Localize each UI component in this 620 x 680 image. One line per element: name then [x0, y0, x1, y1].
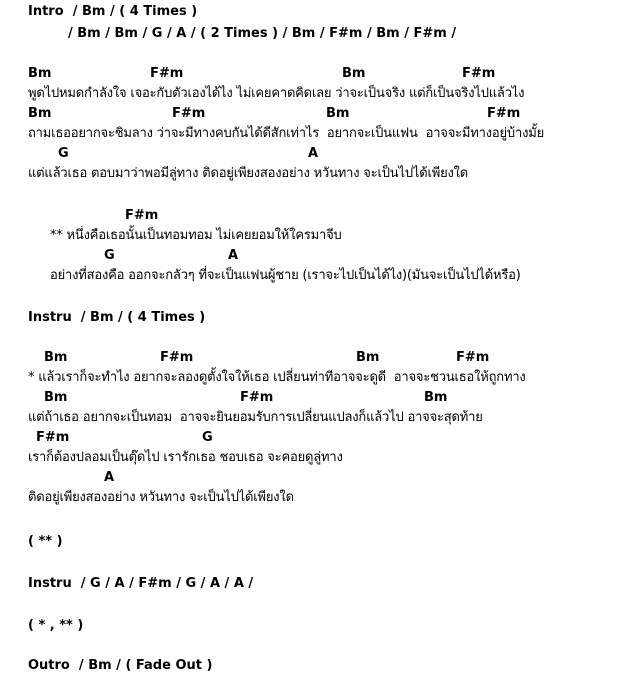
chord: G [202, 430, 213, 445]
lyric-line: ติดอยู่เพียงสองอย่าง หวันทาง จะเป็นไปได้เพียงใด [28, 490, 294, 505]
lyric-line: แต่ถ้าเธอ อยากจะเป็นทอม อาจจะยินยอมรับการเปลี่ยนแปลงก็แล้วไป อาจจะสุดท้าย [28, 410, 483, 425]
lyric-line: ** หนึ่งคือเธอนั้นเป็นทอมทอม ไม่เคยยอมให้ใครมาจีบ [50, 228, 342, 243]
chord: Bm [326, 106, 350, 121]
lyric-line: * แล้วเราก็จะทำไง อยากจะลองดูตั้งใจให้เธอ เปลี่ยนท่าทีอาจจะดูดี อาจจะชวนเธอให้ถูกทาง [28, 370, 526, 385]
chord: F#m [462, 66, 496, 81]
instrumental-line: Instru / G / A / F#m / G / A / A / [28, 576, 254, 591]
chord: Bm [44, 350, 68, 365]
chord: Bm [424, 390, 448, 405]
chord: Bm [28, 106, 52, 121]
chord: F#m [172, 106, 206, 121]
instrumental-line: Instru / Bm / ( 4 Times ) [28, 310, 206, 325]
chord: F#m [125, 208, 159, 223]
chord: A [228, 248, 239, 263]
chord: G [58, 146, 69, 161]
chord: Bm [28, 66, 52, 81]
chord: Bm [342, 66, 366, 81]
lyric-line: แต่แล้วเธอ ตอบมาว่าพอมีลู่ทาง ติดอยู่เพียงสองอย่าง หวันทาง จะเป็นไปได้เพียงใด [28, 166, 469, 181]
lyric-line: เราก็ต้องปลอมเป็นตุ๊ดไป เรารักเธอ ชอบเธอ จะคอยดูลู่ทาง [28, 450, 343, 465]
chord: A [104, 470, 115, 485]
chord: Bm [44, 390, 68, 405]
chord: F#m [150, 66, 184, 81]
chord: F#m [456, 350, 490, 365]
repeat-marker: ( ** ) [28, 534, 63, 549]
chord: F#m [36, 430, 70, 445]
intro-progression: / Bm / Bm / G / A / ( 2 Times ) / Bm / F#m / Bm / F#m / [68, 26, 457, 41]
chord: Bm [356, 350, 380, 365]
intro-line: Intro / Bm / ( 4 Times ) [28, 4, 198, 19]
chord: F#m [240, 390, 274, 405]
lyric-line: พูดไปหมดกำลังใจ เจอะกับตัวเองได้ไง ไม่เคยคาดคิดเลย ว่าจะเป็นจริง แต่ก็เป็นจริงไปแล้วไง [28, 86, 525, 101]
lyric-line: ถามเธออยากจะชิมลาง ว่าจะมีทางคบกันได้ดีสักเท่าไร อยากจะเป็นแฟน อาจจะมีทางอยู่บ้างมั้ย [28, 126, 545, 141]
repeat-marker: ( * , ** ) [28, 618, 84, 633]
outro-line: Outro / Bm / ( Fade Out ) [28, 658, 213, 673]
chord: F#m [160, 350, 194, 365]
lyric-line: อย่างที่สองคือ ออกจะกลัวๆ ที่จะเป็นแฟนผู้ชาย (เราจะไปเป็นได้ไง)(มันจะเป็นไปได้หรือ) [50, 268, 521, 283]
chord: G [104, 248, 115, 263]
chord: F#m [487, 106, 521, 121]
chord: A [308, 146, 319, 161]
